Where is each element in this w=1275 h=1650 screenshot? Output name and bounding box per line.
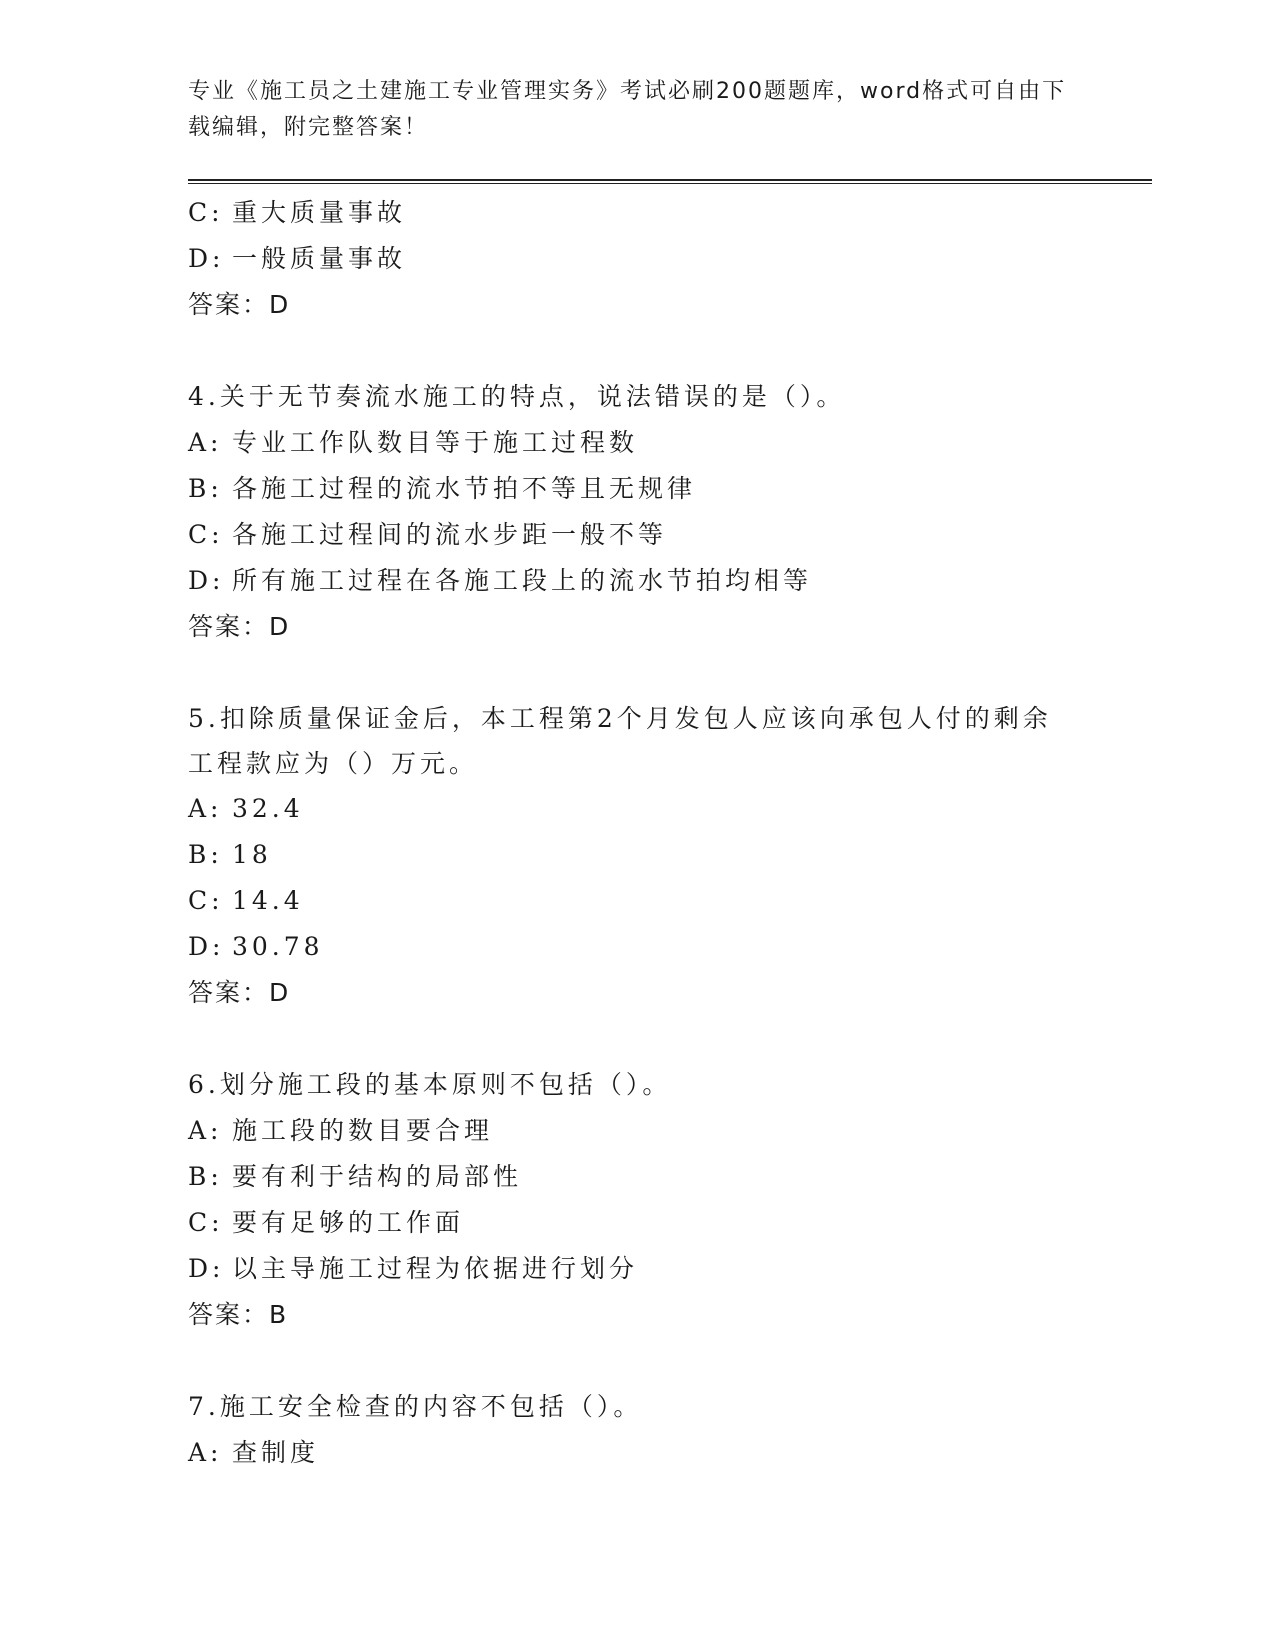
option-text: 18 xyxy=(232,840,272,869)
option-text: 专业工作队数目等于施工过程数 xyxy=(232,428,639,457)
option-label: B: xyxy=(188,474,223,503)
option-b xyxy=(188,466,1068,512)
answer-line: 答案：D xyxy=(188,290,291,319)
option-text: 要有足够的工作面 xyxy=(232,1208,465,1237)
option-label: C: xyxy=(188,886,224,915)
option-label: A: xyxy=(188,794,223,823)
option-label: D: xyxy=(188,244,225,273)
document-header: 专业《施工员之土建施工专业管理实务》考试必刷200题题库，word格式可自由下载编辑，附完整答案！ xyxy=(188,79,1067,140)
option-d xyxy=(188,558,1068,604)
option-a xyxy=(188,1108,1068,1154)
option-label: A: xyxy=(188,1438,223,1467)
option-a xyxy=(188,786,1068,832)
header-rule-thin xyxy=(188,183,1152,184)
question-list xyxy=(188,190,1068,1476)
option-label: C: xyxy=(188,520,224,549)
option-label: B: xyxy=(188,840,223,869)
option-text: 各施工过程的流水节拍不等且无规律 xyxy=(232,474,697,503)
option-label: D: xyxy=(188,932,225,961)
answer-line: 答案：B xyxy=(188,1300,289,1329)
option-text: 要有利于结构的局部性 xyxy=(232,1162,523,1191)
option-text: 32.4 xyxy=(232,794,304,823)
answer-line: 答案：D xyxy=(188,612,291,641)
question-stem: 5.扣除质量保证金后，本工程第2个月发包人应该向承包人付的剩余工程款应为（）万元。 xyxy=(188,704,1052,778)
option-b xyxy=(188,832,1068,878)
option-text: 各施工过程间的流水步距一般不等 xyxy=(232,520,668,549)
option-text: 14.4 xyxy=(232,886,304,915)
option-c xyxy=(188,512,1068,558)
option-label: C: xyxy=(188,1208,224,1237)
option-label: B: xyxy=(188,1162,223,1191)
question-stem: 7.施工安全检查的内容不包括（）。 xyxy=(188,1392,643,1421)
option-text: 30.78 xyxy=(232,932,324,961)
option-d xyxy=(188,236,1068,282)
option-text: 以主导施工过程为依据进行划分 xyxy=(232,1254,639,1283)
option-label: D: xyxy=(188,566,225,595)
option-label: A: xyxy=(188,1116,223,1145)
option-d xyxy=(188,924,1068,970)
header-rule-thick xyxy=(188,179,1152,181)
answer-line: 答案：D xyxy=(188,978,291,1007)
question-stem: 4.关于无节奏流水施工的特点，说法错误的是（）。 xyxy=(188,382,846,411)
option-c xyxy=(188,190,1068,236)
option-text: 所有施工过程在各施工段上的流水节拍均相等 xyxy=(232,566,813,595)
option-label: C: xyxy=(188,198,224,227)
option-text: 一般质量事故 xyxy=(232,244,407,273)
option-label: A: xyxy=(188,428,223,457)
option-a xyxy=(188,420,1068,466)
option-c xyxy=(188,1200,1068,1246)
option-a xyxy=(188,1430,1068,1476)
option-label: D: xyxy=(188,1254,225,1283)
option-b xyxy=(188,1154,1068,1200)
option-c xyxy=(188,878,1068,924)
option-text: 重大质量事故 xyxy=(232,198,407,227)
option-text: 施工段的数目要合理 xyxy=(232,1116,494,1145)
option-text: 查制度 xyxy=(232,1438,320,1467)
question-stem: 6.划分施工段的基本原则不包括（）。 xyxy=(188,1070,672,1099)
option-d xyxy=(188,1246,1068,1292)
